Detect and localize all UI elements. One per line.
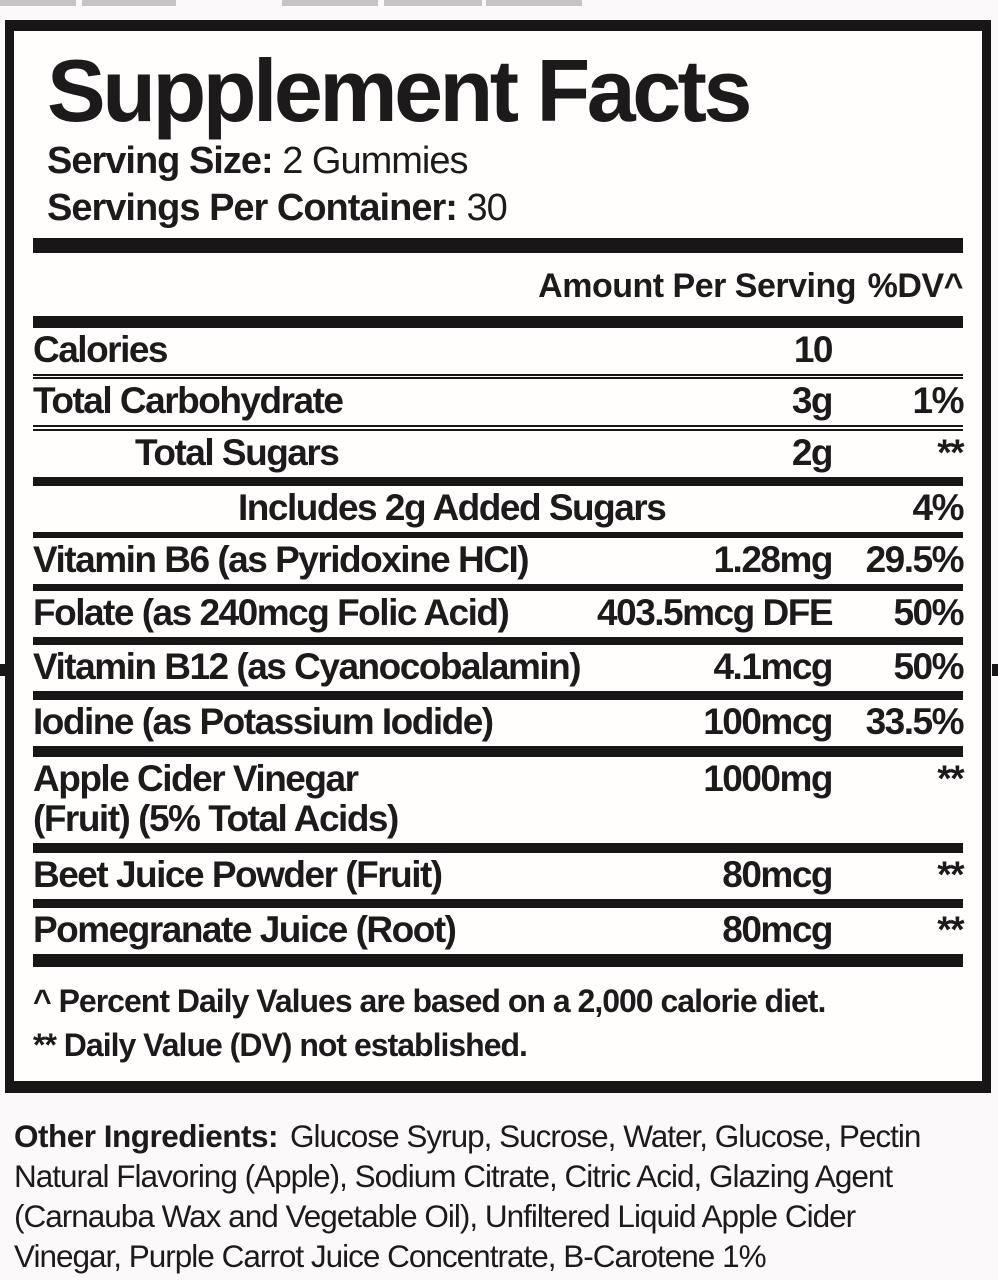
serving-size-label: Serving Size: <box>47 140 273 182</box>
nutrient-dv: ** <box>937 432 963 473</box>
other-ingredients-line: Natural Flavoring (Apple), Sodium Citrate, Citric Acid, Glazing Agent <box>14 1158 893 1194</box>
thumbnail-top-edge[interactable] <box>486 0 582 6</box>
nutrient-amount: 100mcg <box>703 701 832 742</box>
right-registration-mark <box>992 664 998 676</box>
table-row <box>33 328 963 374</box>
servings-per-container-line <box>47 187 963 229</box>
nutrient-name: Vitamin B6 (as Pyridoxine HCI) <box>33 539 529 580</box>
thumbnail-top-edge[interactable] <box>0 0 76 6</box>
nutrient-name: Pomegranate Juice (Root) <box>33 909 456 950</box>
nutrient-name: Includes 2g Added Sugars <box>238 487 666 528</box>
nutrient-dv: 1% <box>912 380 963 421</box>
nutrient-name: Total Sugars <box>135 432 339 473</box>
nutrient-dv: 33.5% <box>865 701 963 742</box>
nutrient-name-line: (Fruit) (5% Total Acids) <box>33 798 398 839</box>
nutrient-amount: 80mcg <box>722 854 832 895</box>
other-ingredients-line: Vinegar, Purple Carrot Juice Concentrate, B-Carotene 1% <box>14 1238 766 1274</box>
thick-rule <box>33 238 963 253</box>
nutrient-amount: 10 <box>793 329 832 370</box>
serving-size-value: 2 Gummies <box>282 140 468 182</box>
nutrient-name: Calories <box>33 329 168 370</box>
table-row <box>33 477 963 532</box>
table-row <box>33 637 963 691</box>
serving-size-line <box>47 140 963 182</box>
other-ingredients-line: Glucose Syrup, Sucrose, Water, Glucose, Pectin <box>290 1118 921 1154</box>
other-ingredients <box>14 1116 990 1276</box>
table-row <box>33 425 963 477</box>
nutrient-name: Total Carbohydrate <box>33 380 343 421</box>
nutrient-dv: 50% <box>893 646 963 687</box>
table-row <box>33 843 963 899</box>
nutrient-amount: 80mcg <box>722 909 832 950</box>
table-row <box>33 691 963 746</box>
thumbnail-top-edge[interactable] <box>82 0 176 6</box>
nutrient-dv: 29.5% <box>865 539 963 580</box>
nutrient-name <box>33 759 398 839</box>
table-row <box>33 532 963 584</box>
other-ingredients-label: Other Ingredients: <box>14 1118 279 1154</box>
nutrient-dv: ** <box>937 758 963 799</box>
footnote-dv-not-established: ** Daily Value (DV) not established. <box>33 1027 527 1063</box>
nutrient-name: Folate (as 240mcg Folic Acid) <box>33 592 509 633</box>
nutrient-amount: 1000mg <box>703 758 832 799</box>
table-row <box>33 746 963 843</box>
table-row <box>33 374 963 425</box>
nutrient-name: Iodine (as Potassium Iodide) <box>33 701 493 742</box>
footnotes <box>33 967 963 1067</box>
thumbnail-top-edge[interactable] <box>282 0 378 6</box>
table-row <box>33 584 963 637</box>
nutrient-dv: ** <box>937 909 963 950</box>
nutrient-amount: 2g <box>791 432 832 473</box>
servings-per-container-label: Servings Per Container: <box>47 187 457 229</box>
nutrient-name-line: Apple Cider Vinegar <box>33 758 358 799</box>
table-row <box>33 899 963 954</box>
nutrient-dv: ** <box>937 854 963 895</box>
other-ingredients-line: (Carnauba Wax and Vegetable Oil), Unfiltered Liquid Apple Cider <box>14 1198 856 1234</box>
supplement-facts-panel <box>5 20 991 1093</box>
dv-column-header: %DV^ <box>867 267 963 305</box>
nutrient-name: Beet Juice Powder (Fruit) <box>33 854 442 895</box>
nutrient-amount: 4.1mcg <box>713 646 832 687</box>
nutrient-amount: 403.5mcg DFE <box>597 592 832 633</box>
servings-per-container-value: 30 <box>466 187 507 229</box>
nutrient-amount: 1.28mg <box>713 539 832 580</box>
thick-rule <box>33 316 963 328</box>
nutrient-dv: 50% <box>893 592 963 633</box>
table-header <box>33 253 963 316</box>
thumbnail-top-edge[interactable] <box>384 0 482 6</box>
footnote-daily-values: ^ Percent Daily Values are based on a 2,000 calorie diet. <box>33 983 826 1019</box>
facts-table <box>33 328 963 954</box>
nutrient-amount: 3g <box>791 380 832 421</box>
nutrient-dv: 4% <box>912 487 963 528</box>
page-title: Supplement Facts <box>47 41 749 140</box>
amount-column-header: Amount Per Serving <box>538 267 856 305</box>
thick-rule <box>33 954 963 967</box>
nutrient-name: Vitamin B12 (as Cyanocobalamin) <box>33 646 581 687</box>
